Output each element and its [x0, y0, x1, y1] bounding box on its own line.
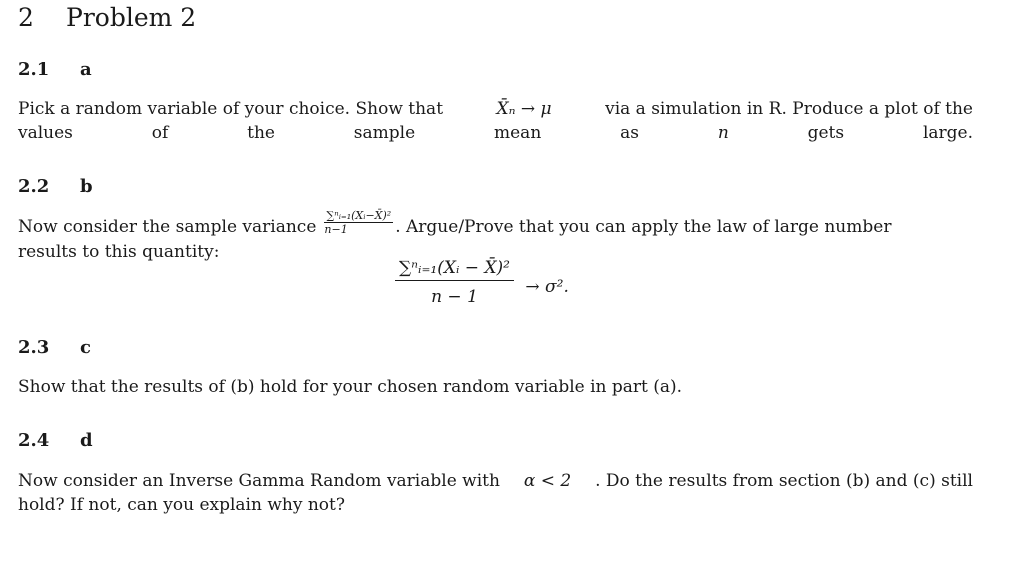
paragraph-2-2: [18, 209, 973, 264]
paragraph-text: results to this quantity:: [18, 242, 220, 262]
fraction-numerator: ∑ⁿᵢ₌₁(Xᵢ−X̄)²: [326, 209, 392, 222]
section-heading: [18, 3, 196, 32]
fraction-numerator: ∑ⁿᵢ₌₁(Xᵢ − X̄)²: [395, 258, 514, 281]
subsection-title: d: [80, 430, 93, 451]
paragraph-text: via a simulation in R. Produce a plot of the: [605, 99, 973, 119]
paragraph-text: . Do the results from section (b) and (c) still: [595, 471, 973, 491]
display-equation: [395, 258, 569, 307]
paragraph-text: hold? If not, can you explain why not?: [18, 495, 345, 515]
paragraph-text: Now consider the sample variance: [18, 216, 317, 237]
paragraph-text: . Argue/Prove that you can apply the law of large number: [395, 216, 892, 237]
subsection-number: 2.3: [18, 337, 50, 358]
paragraph-text: Pick a random variable of your choice. Show that: [18, 99, 444, 119]
math-alpha: α < 2: [523, 471, 572, 491]
subsection-heading-2-3: [18, 337, 91, 358]
subsection-title: a: [80, 59, 92, 80]
subsection-number: 2.2: [18, 176, 50, 197]
subsection-number: 2.1: [18, 59, 50, 80]
math-convergence: X̄ₙ → μ: [496, 99, 552, 119]
subsection-heading-2-4: [18, 430, 93, 451]
subsection-title: b: [80, 176, 93, 197]
fraction-denominator: n−1: [324, 223, 348, 236]
paragraph-text: values of the sample mean as: [18, 123, 639, 143]
display-fraction: [395, 258, 514, 307]
subsection-heading-2-1: [18, 59, 92, 80]
subsection-heading-2-2: [18, 176, 93, 197]
paragraph-2-3: [18, 375, 973, 399]
section-number: 2: [18, 3, 34, 32]
paragraph-text: gets large.: [807, 123, 973, 143]
inline-variance-fraction: [324, 209, 393, 236]
math-n: n: [717, 123, 729, 143]
convergence-target: → σ².: [525, 276, 569, 297]
subsection-number: 2.4: [18, 430, 50, 451]
fraction-denominator: n − 1: [431, 287, 478, 307]
section-title: Problem 2: [66, 3, 197, 32]
paragraph-2-1: [18, 97, 973, 145]
paragraph-text: Show that the results of (b) hold for your chosen random variable in part (a).: [18, 377, 683, 397]
subsection-title: c: [80, 337, 91, 358]
paragraph-2-4: [18, 469, 973, 517]
paragraph-text: Now consider an Inverse Gamma Random variable with: [18, 471, 500, 491]
